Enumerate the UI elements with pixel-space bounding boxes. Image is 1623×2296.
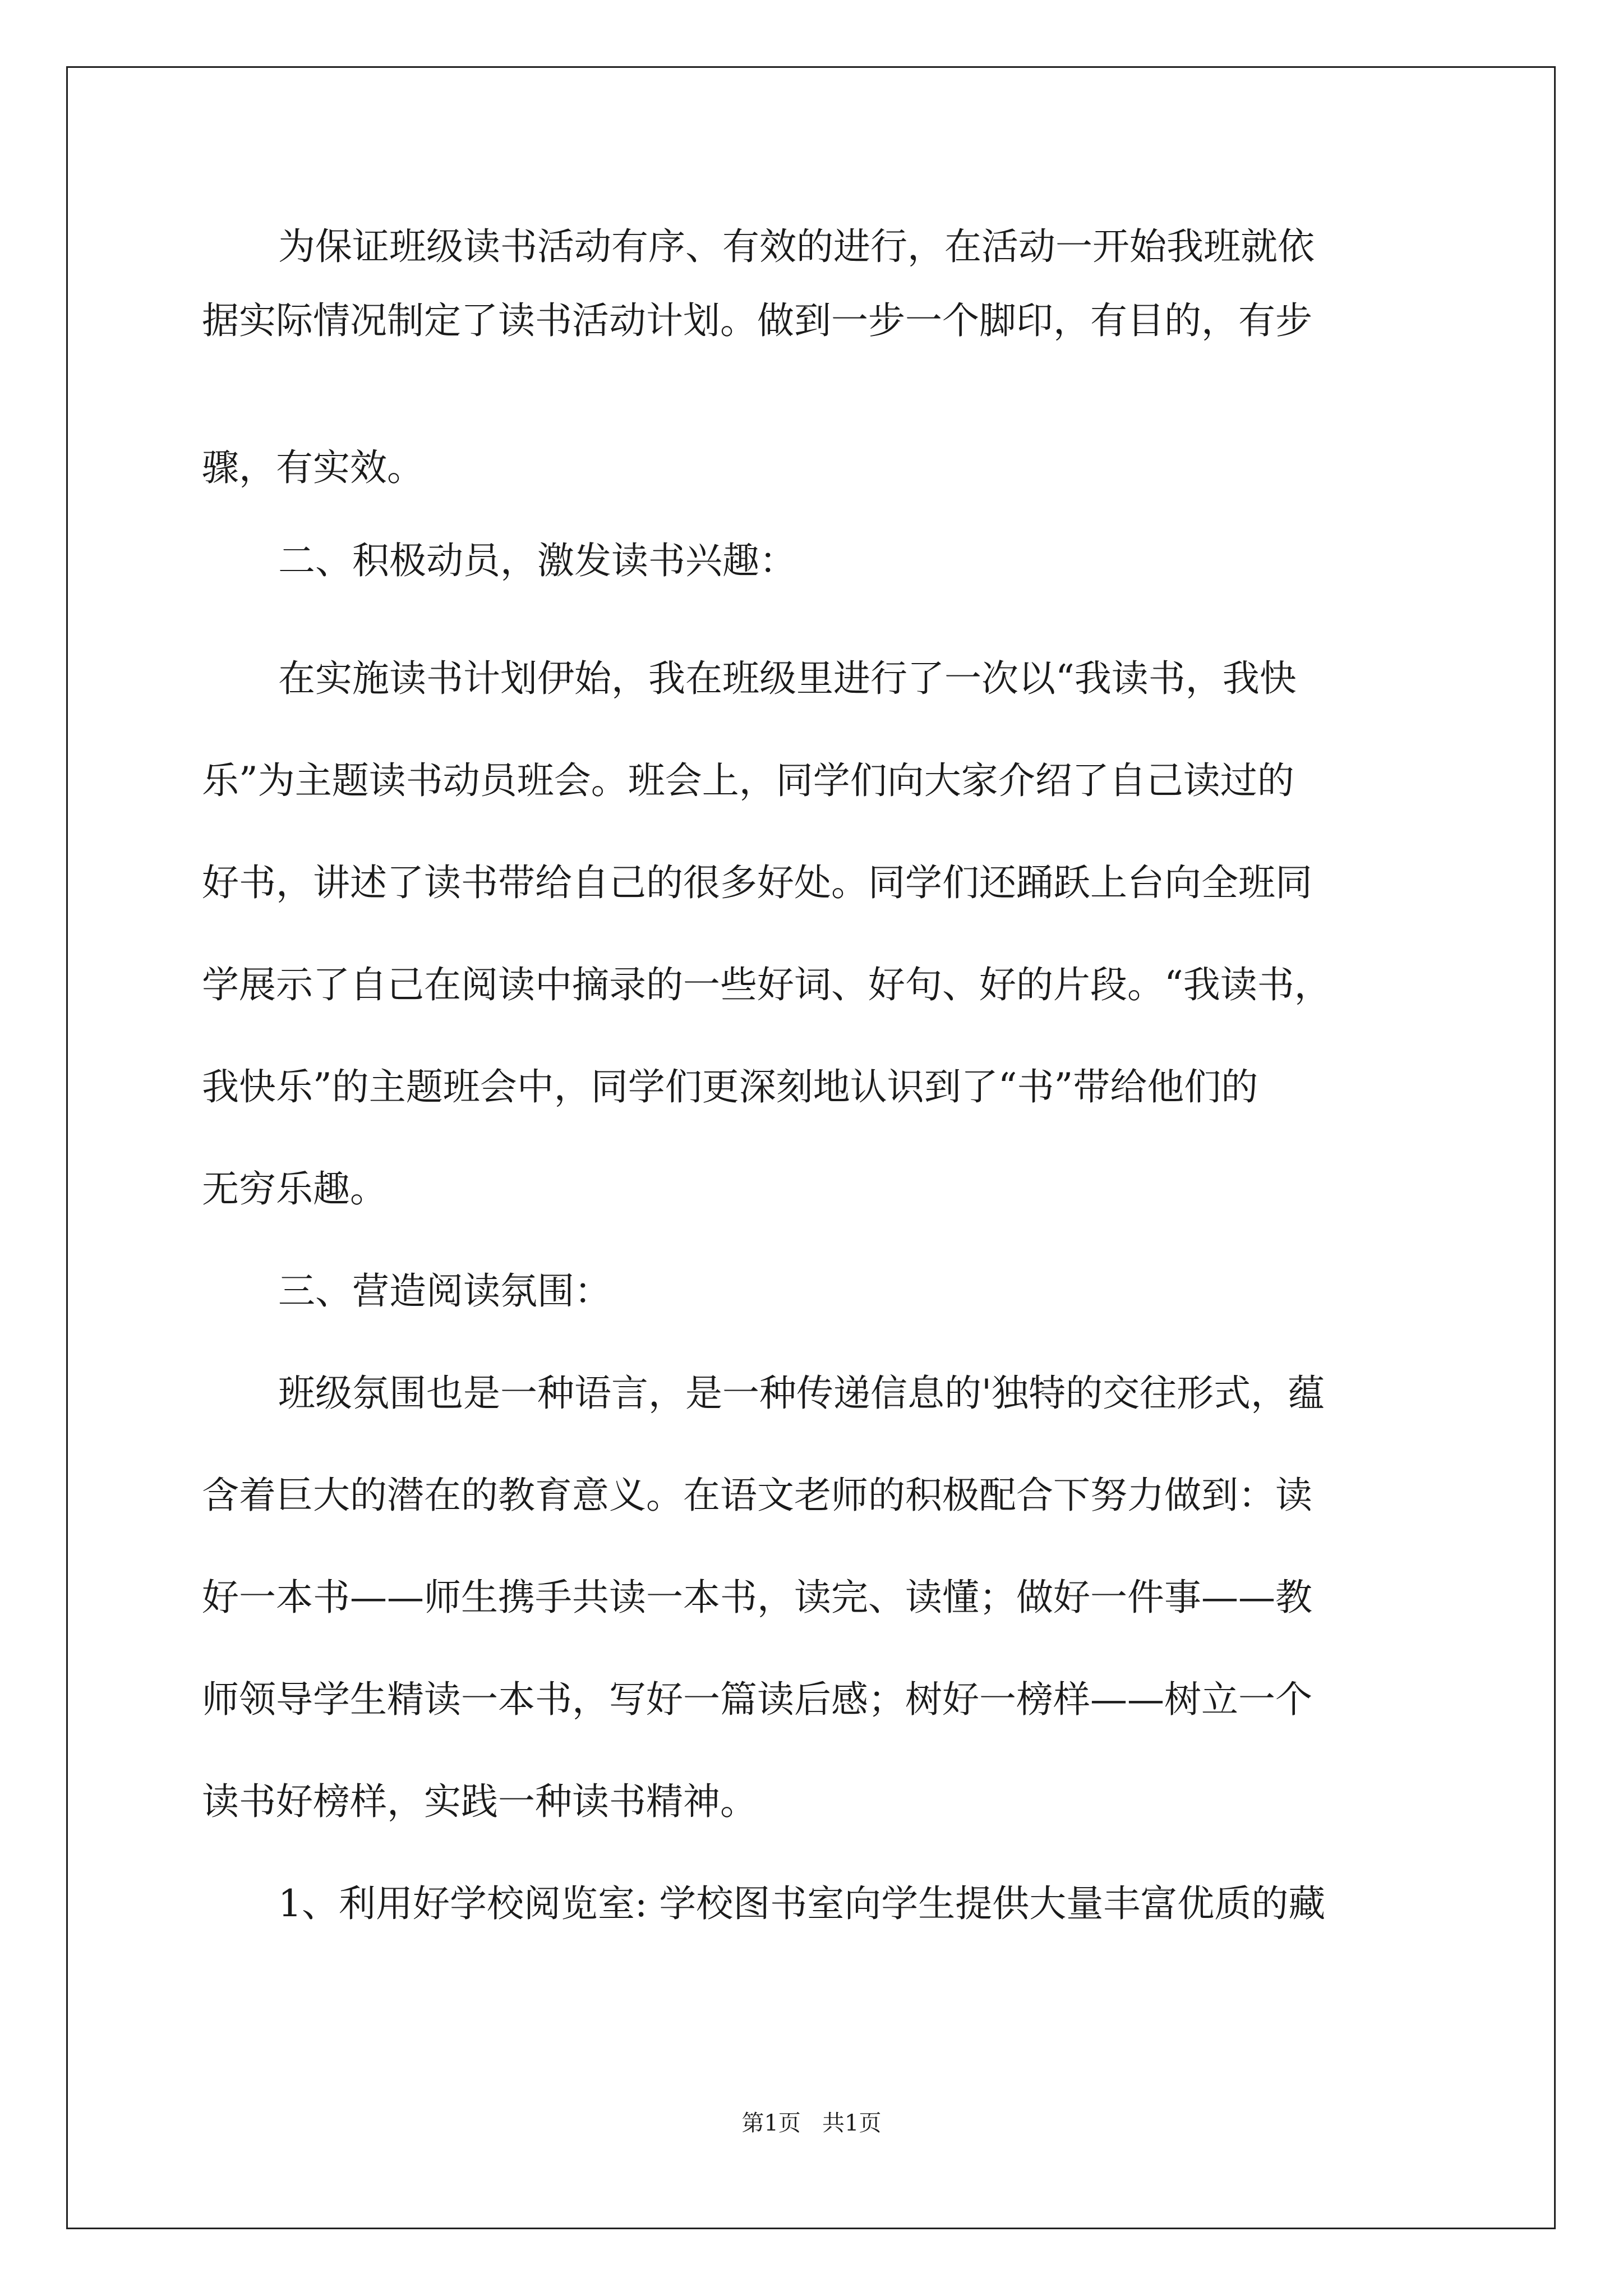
- paragraph-line-2: 据实际情况制定了读书活动计划。做到一步一个脚印，有目的，有步: [202, 299, 1312, 342]
- paragraph-line-3: 骤，有实效。: [202, 446, 424, 489]
- paragraph-line-1: 为保证班级读书活动有序、有效的进行，在活动一开始我班就依: [278, 225, 1315, 268]
- paragraph-line-12: 好一本书——师生携手共读一本书，读完、读懂；做好一件事——教: [202, 1576, 1312, 1619]
- paragraph-line-13: 师领导学生精读一本书，写好一篇读后感；树好一榜样——树立一个: [202, 1678, 1312, 1721]
- section-heading-3: 三、营造阅读氛围：: [278, 1269, 611, 1313]
- paragraph-line-11: 含着巨大的潜在的教育意义。在语文老师的积极配合下努力做到：读: [202, 1474, 1312, 1517]
- paragraph-line-15: 1、利用好学校阅览室: 学校图书室向学生提供大量丰富优质的藏: [278, 1882, 1326, 1925]
- page-footer: 第1页 共1页: [741, 2110, 882, 2136]
- paragraph-line-8: 我快乐”的主题班会中，同学们更深刻地认识到了“书”带给他们的: [202, 1065, 1258, 1108]
- section-heading-2: 二、积极动员，激发读书兴趣：: [278, 539, 796, 582]
- paragraph-line-14: 读书好榜样，实践一种读书精神。: [202, 1780, 757, 1823]
- paragraph-line-7: 学展示了自己在阅读中摘录的一些好词、好句、好的片段。“我读书，: [202, 963, 1331, 1006]
- paragraph-line-6: 好书，讲述了读书带给自己的很多好处。同学们还踊跃上台向全班同: [202, 861, 1312, 904]
- paragraph-line-10: 班级氛围也是一种语言，是一种传递信息的'独特的交往形式，蕴: [278, 1372, 1325, 1415]
- paragraph-line-4: 在实施读书计划伊始，我在班级里进行了一次以“我读书，我快: [278, 657, 1297, 700]
- paragraph-line-5: 乐”为主题读书动员班会。班会上，同学们向大家介绍了自己读过的: [202, 759, 1294, 802]
- paragraph-line-9: 无穷乐趣。: [202, 1167, 387, 1211]
